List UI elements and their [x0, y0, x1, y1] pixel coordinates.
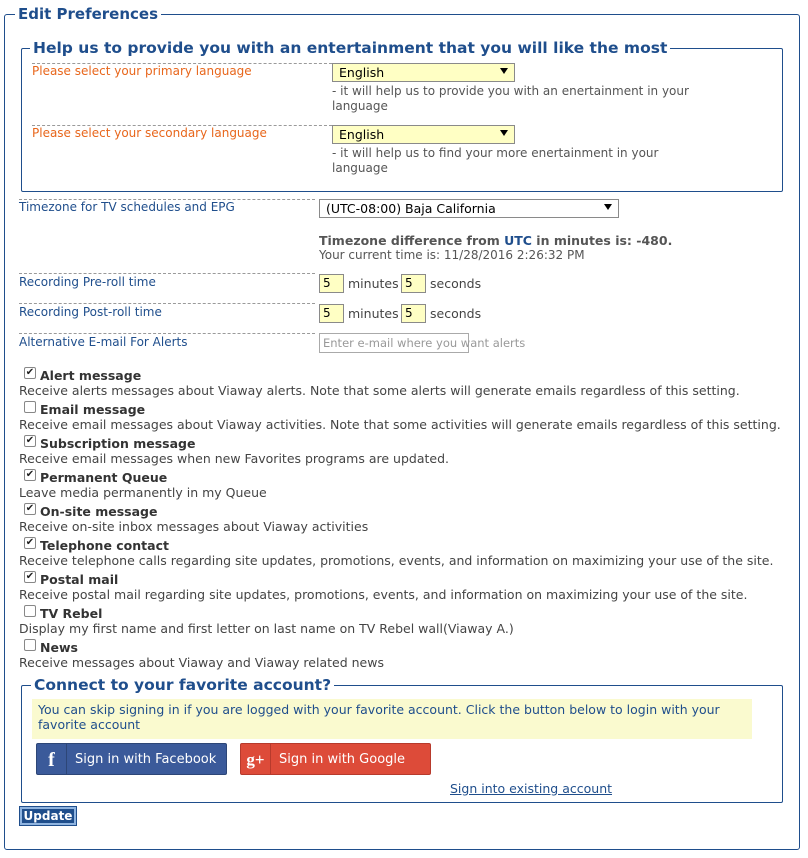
preroll-seconds-input[interactable]: 5: [401, 274, 426, 293]
postal-mail-checkbox[interactable]: ✔: [25, 571, 35, 582]
onsite-message-desc: Receive on-site inbox messages about Viaway activities: [19, 519, 369, 534]
timezone-difference: Timezone difference from UTC in minutes is: -480.: [319, 233, 673, 248]
timezone-value: (UTC-08:00) Baja California: [326, 201, 496, 216]
onsite-message-checkbox[interactable]: ✔: [25, 503, 35, 514]
secondary-language-value: English: [339, 127, 385, 142]
tv-rebel-desc: Display my first name and first letter on last name on TV Rebel wall(Viaway A.): [19, 621, 514, 636]
primary-language-value: English: [339, 65, 385, 80]
divider: [19, 333, 315, 334]
subscription-message-title: Subscription message: [40, 436, 196, 451]
subscription-message-desc: Receive email messages when new Favorites programs are updated.: [19, 451, 449, 466]
secondary-language-label: Please select your secondary language: [32, 126, 267, 140]
timezone-diff-value: -480: [636, 233, 668, 248]
divider: [19, 303, 315, 304]
language-fieldset: [21, 39, 783, 192]
preroll-minutes-input[interactable]: 5: [319, 274, 344, 293]
email-message-desc: Receive email messages about Viaway activities. Note that some activities will generate emails regardless of this setting.: [19, 417, 781, 432]
alt-email-input[interactable]: Enter e-mail where you want alerts: [319, 333, 469, 353]
news-title: News: [40, 640, 78, 655]
timezone-label: Timezone for TV schedules and EPG: [19, 200, 235, 214]
current-time: Your current time is: 11/28/2016 2:26:32 PM: [319, 248, 585, 262]
timezone-select[interactable]: [319, 199, 619, 218]
postal-mail-title: Postal mail: [40, 572, 119, 587]
connect-notice: You can skip signing in if you are logged with your favorite account. Click the button below to login with your favorite account: [32, 699, 752, 739]
language-legend: Help us to provide you with an entertainment that you will like the most: [30, 39, 670, 57]
secondary-language-select[interactable]: [332, 125, 515, 144]
google-signin-button[interactable]: [240, 743, 431, 775]
primary-language-help: - it will help us to provide you with an enertainment in your language: [332, 84, 689, 113]
alert-message-checkbox[interactable]: ✔: [25, 367, 35, 378]
telephone-contact-desc: Receive telephone calls regarding site updates, promotions, events, and information on maximizing your use of the site.: [19, 553, 774, 568]
tv-rebel-title: TV Rebel: [40, 606, 103, 621]
postroll-seconds-input[interactable]: 5: [401, 304, 426, 323]
news-desc: Receive messages about Viaway and Viaway related news: [19, 655, 384, 670]
seconds-unit: seconds: [430, 276, 482, 291]
permanent-queue-desc: Leave media permanently in my Queue: [19, 485, 267, 500]
news-checkbox[interactable]: [24, 639, 36, 651]
alert-message-desc: Receive alerts messages about Viaway alerts. Note that some alerts will generate emails regardless of this setting.: [19, 383, 740, 398]
preferences-fieldset: [4, 5, 800, 850]
postal-mail-desc: Receive postal mail regarding site updates, promotions, events, and information on maximizing your use of the site.: [19, 587, 748, 602]
facebook-signin-button[interactable]: [36, 743, 227, 775]
postroll-label: Recording Post-roll time: [19, 305, 162, 319]
facebook-signin-label: Sign in with Facebook: [75, 752, 217, 767]
tv-rebel-checkbox[interactable]: [24, 605, 36, 617]
page-title: Edit Preferences: [15, 5, 161, 23]
postroll-minutes-input[interactable]: 5: [319, 304, 344, 323]
onsite-message-title: On-site message: [40, 504, 158, 519]
permanent-queue-title: Permanent Queue: [40, 470, 168, 485]
existing-account-link[interactable]: Sign into existing account: [450, 781, 613, 796]
email-message-checkbox[interactable]: [24, 401, 36, 413]
connect-fieldset: [21, 676, 783, 803]
dropdown-arrow-icon: [500, 68, 508, 74]
email-message-title: Email message: [40, 402, 146, 417]
minutes-unit: minutes: [348, 276, 399, 291]
google-signin-label: Sign in with Google: [279, 752, 406, 767]
dropdown-arrow-icon: [604, 204, 612, 210]
permanent-queue-checkbox[interactable]: ✔: [25, 469, 35, 480]
minutes-unit: minutes: [348, 306, 399, 321]
facebook-icon: f: [37, 744, 67, 774]
seconds-unit: seconds: [430, 306, 482, 321]
secondary-language-help: - it will help us to find your more enertainment in your language: [332, 146, 659, 175]
utc-label: UTC: [504, 233, 532, 248]
google-plus-icon: g+: [241, 744, 271, 774]
subscription-message-checkbox[interactable]: ✔: [25, 435, 35, 446]
update-button[interactable]: Update: [20, 807, 76, 825]
connect-legend: Connect to your favorite account?: [31, 676, 334, 694]
telephone-contact-checkbox[interactable]: ✔: [25, 537, 35, 548]
preroll-label: Recording Pre-roll time: [19, 275, 156, 289]
alert-message-title: Alert message: [40, 368, 142, 383]
divider: [19, 273, 315, 274]
telephone-contact-title: Telephone contact: [40, 538, 169, 553]
dropdown-arrow-icon: [500, 130, 508, 136]
primary-language-label: Please select your primary language: [32, 64, 252, 78]
primary-language-select[interactable]: [332, 63, 515, 82]
alt-email-label: Alternative E-mail For Alerts: [19, 335, 188, 349]
